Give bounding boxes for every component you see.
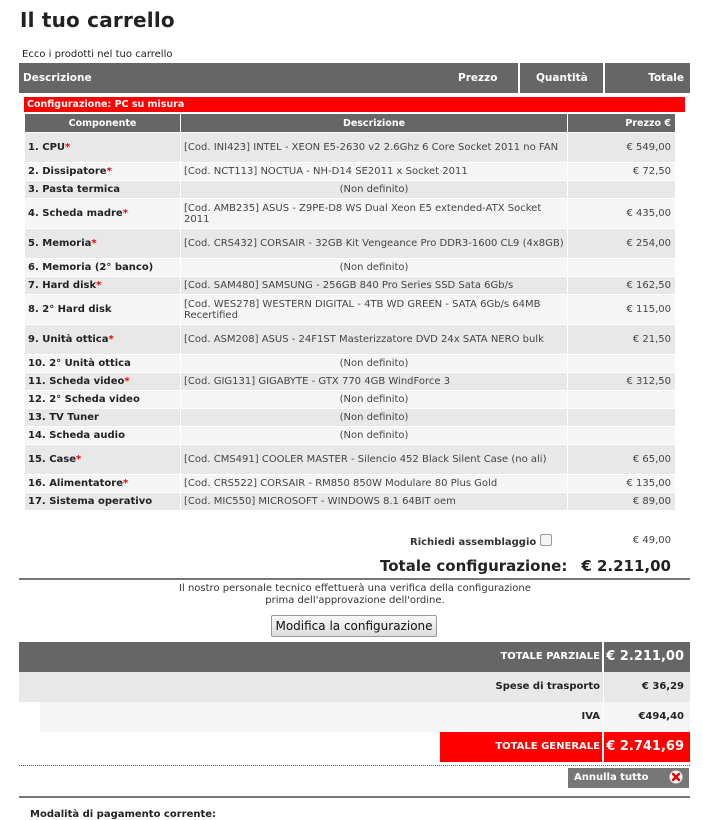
component-name: 12. 2° Scheda video [25,391,181,409]
cancel-all-button[interactable] [568,768,689,788]
component-description: (Non definito) [181,391,568,409]
vat-label: IVA [581,711,600,722]
component-price [568,355,676,373]
component-description: [Cod. CMS491] COOLER MASTER - Silencio 452 Black Silent Case (no ali) [181,445,568,475]
verification-note [150,583,560,607]
header-description: Descrizione [23,72,92,84]
required-asterisk: * [124,376,130,387]
payment-method-title: Modalità di pagamento corrente: [30,809,217,820]
components-table [24,113,676,511]
component-row [25,409,676,427]
component-description: (Non definito) [181,355,568,373]
subtotal-value: € 2.211,00 [606,649,684,664]
verification-note-line: prima dell'approvazione dell'ordine. [265,595,445,606]
component-name: 16. Alimentatore* [25,475,181,493]
subtotal-label: TOTALE PARZIALE [500,651,600,662]
component-row [25,445,676,475]
configuration-total-label: Totale configurazione: [380,557,568,575]
component-description: [Cod. WES278] WESTERN DIGITAL - 4TB WD GREEN - SATA 6Gb/s 64MB Recertified [181,295,568,325]
component-row [25,475,676,493]
component-row [25,277,676,295]
component-name: 13. TV Tuner [25,409,181,427]
header-price: Prezzo [458,72,498,84]
component-name: 8. 2° Hard disk [25,295,181,325]
divider [19,796,690,798]
assembly-checkbox[interactable] [540,534,552,546]
component-row [25,391,676,409]
component-description: (Non definito) [181,427,568,445]
component-price: € 312,50 [568,373,676,391]
component-row [25,133,676,163]
component-description: [Cod. CRS522] CORSAIR - RM850 850W Modulare 80 Plus Gold [181,475,568,493]
divider [603,702,604,732]
component-description: (Non definito) [181,259,568,277]
vat-row [40,702,690,732]
component-description: (Non definito) [181,409,568,427]
component-price: € 254,00 [568,229,676,259]
header-total: Totale [648,72,684,84]
header-separator [603,63,605,93]
component-price: € 89,00 [568,493,676,511]
component-row [25,373,676,391]
header-quantity: Quantità [536,72,588,84]
grand-total-value: € 2.741,69 [606,739,684,754]
component-price: € 435,00 [568,199,676,229]
page-title: Il tuo carrello [20,8,175,32]
column-description: Descrizione [181,114,568,133]
column-price: Prezzo € [568,114,676,133]
vat-value: €494,40 [638,711,684,722]
component-price: € 162,50 [568,277,676,295]
component-price: € 21,50 [568,325,676,355]
component-row [25,199,676,229]
verification-note-line: Il nostro personale tecnico effettuerà una verifica della configurazione [179,583,531,594]
required-asterisk: * [96,280,102,291]
divider [602,642,604,672]
component-name: 17. Sistema operativo [25,493,181,511]
component-name: 3. Pasta termica [25,181,181,199]
component-name: 4. Scheda madre* [25,199,181,229]
modify-configuration-button[interactable]: Modifica la configurazione [271,615,437,637]
required-asterisk: * [123,478,129,489]
shipping-row [19,672,690,702]
component-description: [Cod. AMB235] ASUS - Z9PE-D8 WS Dual Xeon E5 extended-ATX Socket 2011 [181,199,568,229]
component-price: € 72,50 [568,163,676,181]
shipping-label: Spese di trasporto [495,681,600,692]
component-price: € 65,00 [568,445,676,475]
component-price: € 549,00 [568,133,676,163]
component-row [25,229,676,259]
dotted-divider [19,765,690,766]
grand-total-row [440,732,690,762]
components-table-header [25,114,676,133]
divider [602,732,604,762]
required-asterisk: * [76,454,82,465]
component-row [25,325,676,355]
component-name: 5. Memoria* [25,229,181,259]
cart-intro: Ecco i prodotti nel tuo carrello [22,49,173,60]
component-name: 6. Memoria (2° banco) [25,259,181,277]
component-name: 9. Unità ottica* [25,325,181,355]
component-row [25,259,676,277]
required-asterisk: * [91,238,97,249]
component-description: (Non definito) [181,181,568,199]
close-icon [669,770,683,784]
component-description: [Cod. MIC550] MICROSOFT - WINDOWS 8.1 64BIT oem [181,493,568,511]
component-name: 1. CPU* [25,133,181,163]
component-name: 14. Scheda audio [25,427,181,445]
grand-total-label: TOTALE GENERALE [495,741,600,752]
component-name: 15. Case* [25,445,181,475]
component-description: [Cod. NCT113] NOCTUA - NH-D14 SE2011 x Socket 2011 [181,163,568,181]
component-description: [Cod. ASM208] ASUS - 24F1ST Masterizzatore DVD 24x SATA NERO bulk [181,325,568,355]
component-name: 7. Hard disk* [25,277,181,295]
component-row [25,493,676,511]
required-asterisk: * [108,334,114,345]
component-price [568,409,676,427]
component-price: € 135,00 [568,475,676,493]
divider [19,578,690,580]
required-asterisk: * [122,208,128,219]
component-name: 10. 2° Unità ottica [25,355,181,373]
component-price [568,391,676,409]
assembly-label: Richiedi assemblaggio [410,537,537,548]
configuration-title-bar: Configurazione: PC su misura [24,97,685,112]
header-separator [518,63,520,93]
column-component: Componente [25,114,181,133]
required-asterisk: * [65,142,71,153]
component-description: [Cod. GIG131] GIGABYTE - GTX 770 4GB WindForce 3 [181,373,568,391]
component-price [568,259,676,277]
component-description: [Cod. INI423] INTEL - XEON E5-2630 v2 2.6Ghz 6 Core Socket 2011 no FAN [181,133,568,163]
cancel-all-label: Annulla tutto [574,772,649,783]
shipping-value: € 36,29 [641,681,684,692]
component-row [25,295,676,325]
configuration-total-value: € 2.211,00 [581,557,671,575]
divider [603,672,604,702]
component-price: € 115,00 [568,295,676,325]
component-name: 2. Dissipatore* [25,163,181,181]
component-price [568,181,676,199]
component-description: [Cod. SAM480] SAMSUNG - 256GB 840 Pro Series SSD Sata 6Gb/s [181,277,568,295]
component-row [25,427,676,445]
subtotal-row [19,642,690,672]
assembly-price: € 49,00 [632,535,671,546]
component-row [25,163,676,181]
component-price [568,427,676,445]
cart-header [19,63,690,93]
component-description: [Cod. CRS432] CORSAIR - 32GB Kit Vengeance Pro DDR3-1600 CL9 (4x8GB) [181,229,568,259]
component-row [25,355,676,373]
component-row [25,181,676,199]
component-name: 11. Scheda video* [25,373,181,391]
required-asterisk: * [106,166,112,177]
